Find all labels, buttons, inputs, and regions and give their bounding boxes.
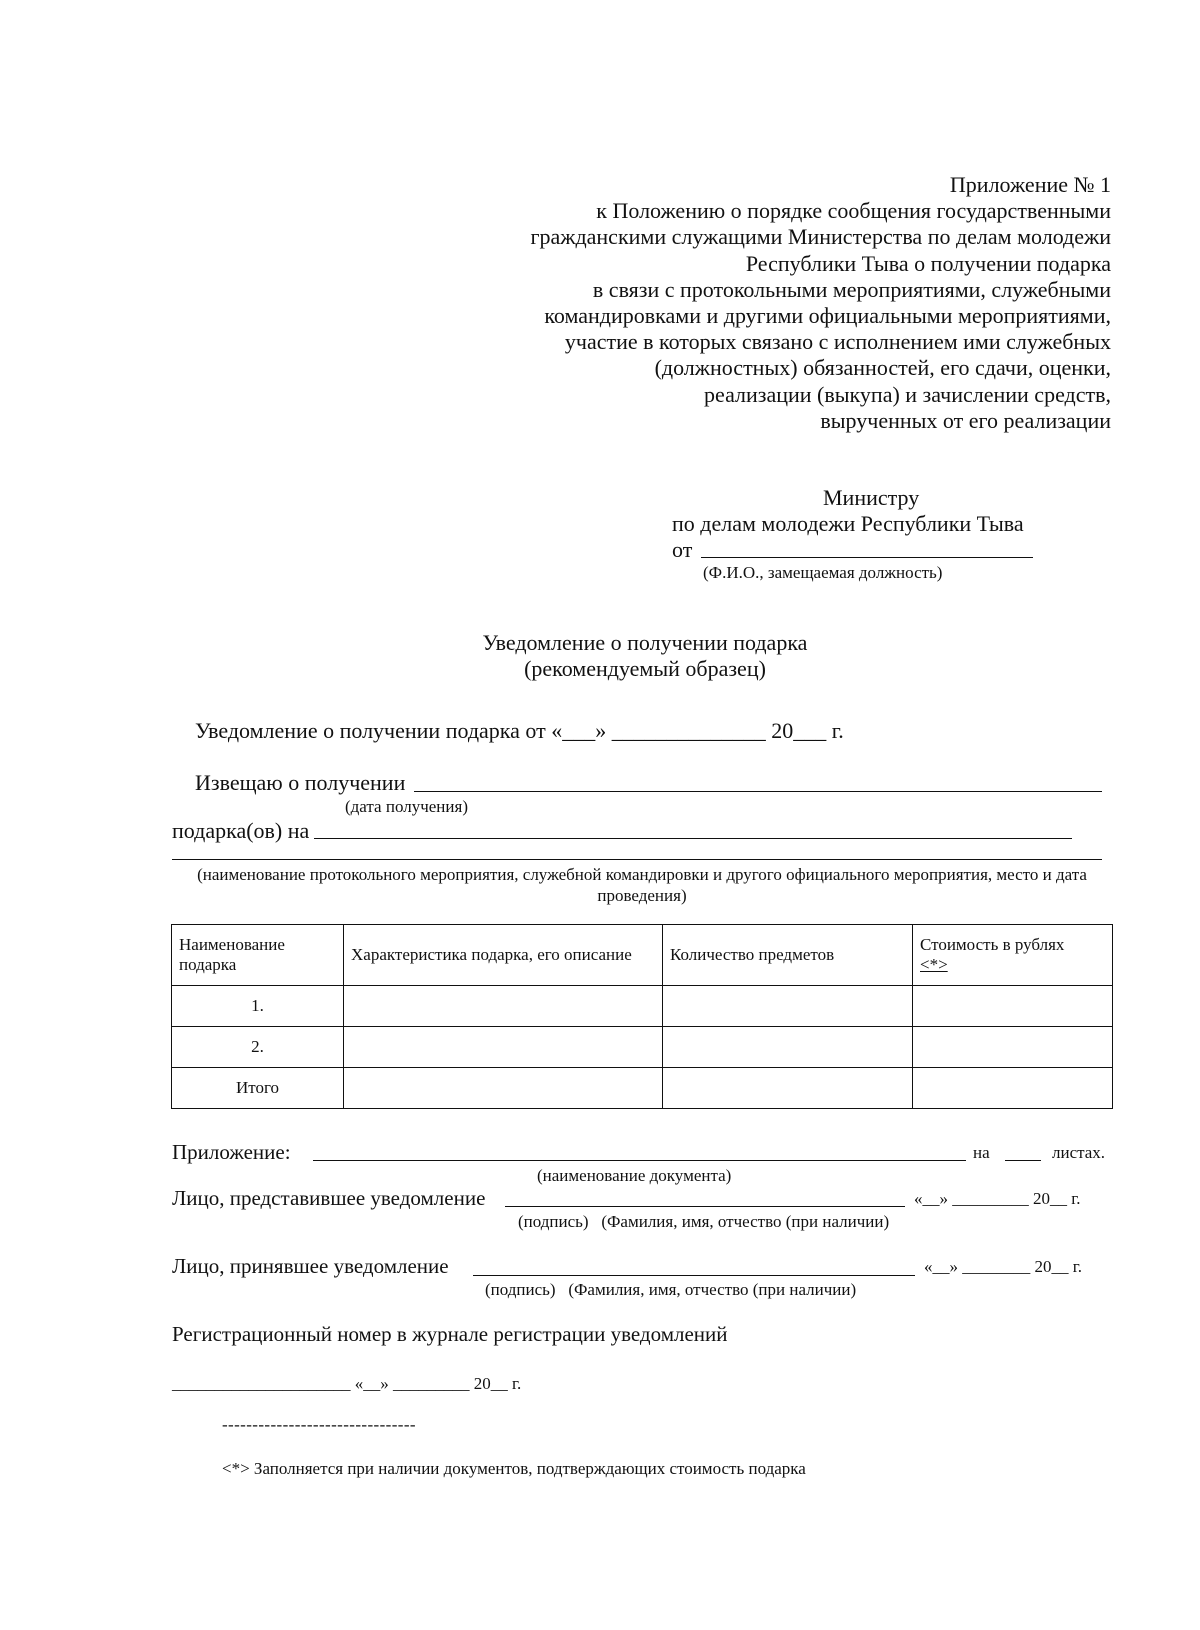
annex-line: участие в которых связано с исполнением ими служебных	[564, 329, 1111, 355]
attachment-field[interactable]	[313, 1160, 966, 1161]
event-field-2[interactable]	[172, 859, 1102, 860]
attachment-caption: (наименование документа)	[537, 1166, 732, 1185]
col-header-description: Характеристика подарка, его описание	[344, 925, 663, 986]
registration-line: _____________________ «__» _________ 20__ г.	[172, 1374, 522, 1393]
cost-footnote-link[interactable]: <*>	[920, 955, 948, 974]
accepted-label: Лицо, принявшее уведомление	[172, 1254, 449, 1278]
annex-title: Приложение № 1	[949, 172, 1111, 197]
attachment-sheets: листах.	[1052, 1143, 1106, 1162]
row-number: 2.	[172, 1027, 344, 1068]
event-field[interactable]	[314, 838, 1072, 839]
attachment-sheets-field[interactable]	[1005, 1160, 1041, 1161]
submitted-caption: (подпись) (Фамилия, имя, отчество (при наличии)	[518, 1212, 890, 1231]
inform-label: Извещаю о получении	[195, 770, 406, 795]
table-row	[172, 986, 1113, 1027]
accepted-signature-field[interactable]	[473, 1275, 915, 1276]
addressee-to: Министру	[823, 485, 920, 510]
accepted-caption: (подпись) (Фамилия, имя, отчество (при наличии)	[485, 1280, 857, 1299]
annex-line: вырученных от его реализации	[820, 407, 1111, 433]
table-cell[interactable]	[663, 1027, 913, 1068]
total-label: Итого	[172, 1068, 344, 1109]
col-header-name: Наименование подарка	[172, 925, 344, 986]
col-header-cost	[913, 925, 1113, 986]
submitted-date: «__» _________ 20__ г.	[914, 1189, 1081, 1208]
table-header-row	[172, 925, 1113, 986]
receipt-date-caption: (дата получения)	[345, 797, 468, 816]
addressee-dept: по делам молодежи Республики Тыва	[672, 511, 1024, 536]
attachment-label: Приложение:	[172, 1140, 291, 1164]
col-header-quantity: Количество предметов	[663, 925, 913, 986]
annex-block	[491, 172, 1111, 434]
table-cell[interactable]	[344, 1027, 663, 1068]
col-header-cost-label: Стоимость в рублях	[920, 935, 1065, 954]
table-cell[interactable]	[663, 1068, 913, 1109]
gifts-on-label: подарка(ов) на	[172, 818, 310, 843]
row-number: 1.	[172, 986, 344, 1027]
attachment-on: на	[973, 1143, 990, 1162]
annex-line: к Положению о порядке сообщения государственными	[596, 198, 1111, 224]
table-cell[interactable]	[663, 986, 913, 1027]
accepted-date: «__» ________ 20__ г.	[924, 1257, 1083, 1276]
table-row	[172, 1027, 1113, 1068]
annex-line: командировками и другими официальными мероприятиями,	[544, 303, 1111, 329]
annex-line: (должностных) обязанностей, его сдачи, оценки,	[654, 355, 1111, 381]
annex-line: Республики Тыва о получении подарка	[745, 250, 1111, 276]
footnote-separator: --------------------------------	[222, 1415, 416, 1434]
addressee-from-caption: (Ф.И.О., замещаемая должность)	[703, 563, 943, 582]
annex-line: в связи с протокольными мероприятиями, служебными	[592, 276, 1111, 302]
submitted-label: Лицо, представившее уведомление	[172, 1186, 486, 1210]
table-cell[interactable]	[344, 986, 663, 1027]
event-caption: (наименование протокольного мероприятия, служебной командировки и другого официального мероприятия, место и дата проведения)	[197, 865, 1087, 905]
annex-line: гражданскими служащими Министерства по делам молодежи	[530, 224, 1111, 250]
table-cell[interactable]	[913, 986, 1113, 1027]
gifts-table	[171, 924, 1113, 1109]
submitted-signature-field[interactable]	[505, 1206, 905, 1207]
addressee-from-field[interactable]	[701, 557, 1033, 558]
table-row-total	[172, 1068, 1113, 1109]
page-subtitle: (рекомендуемый образец)	[524, 656, 766, 681]
registration-label: Регистрационный номер в журнале регистрации уведомлений	[172, 1322, 728, 1346]
receipt-date-field[interactable]	[414, 791, 1102, 792]
table-cell[interactable]	[913, 1068, 1113, 1109]
table-cell[interactable]	[344, 1068, 663, 1109]
annex-line: реализации (выкупа) и зачислении средств,	[704, 381, 1111, 407]
table-cell[interactable]	[913, 1027, 1113, 1068]
page-title: Уведомление о получении подарка	[482, 630, 808, 655]
footnote-text: <*> Заполняется при наличии документов, подтверждающих стоимость подарка	[222, 1459, 806, 1478]
notice-date-line: Уведомление о получении подарка от «___» ______________ 20___ г.	[195, 718, 844, 743]
addressee-from-label: от	[672, 537, 693, 562]
